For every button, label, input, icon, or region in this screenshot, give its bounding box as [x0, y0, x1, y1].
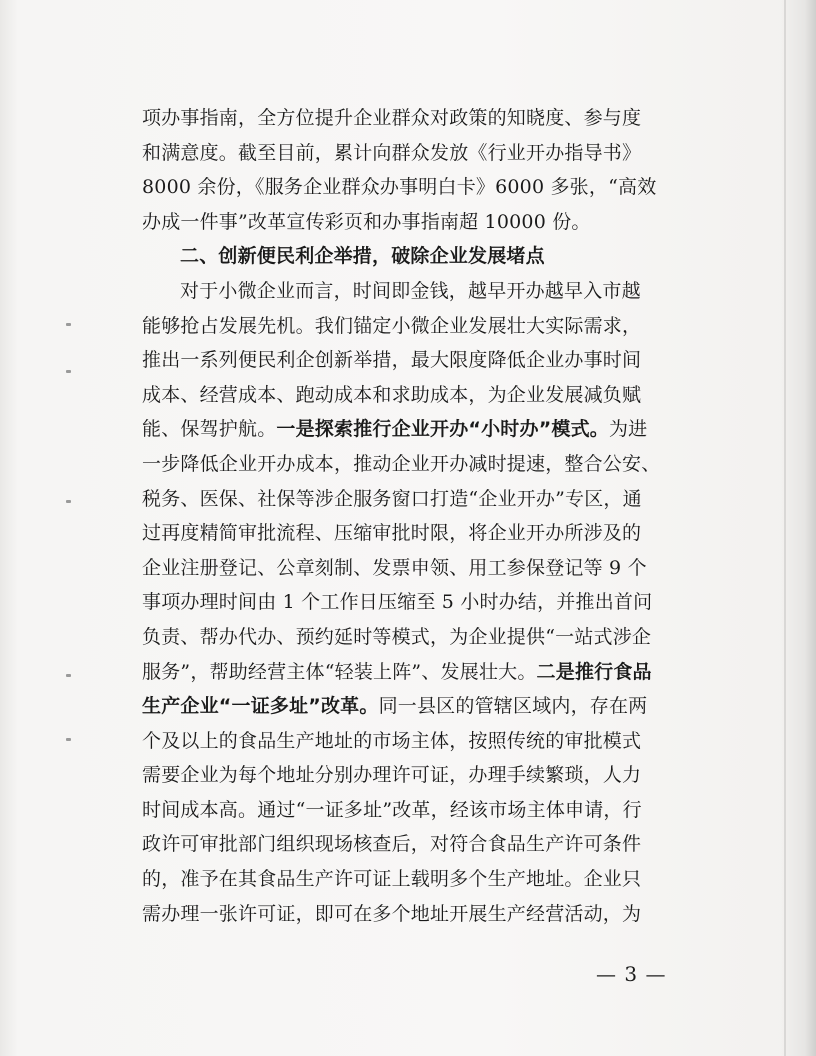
body-line: [142, 274, 668, 309]
body-line: [142, 412, 668, 447]
line-text: 税务、医保、社保等涉企服务窗口打造“企业开办”专区，通: [142, 487, 642, 510]
line-text: 过再度精简审批流程、压缩审批时限，将企业开办所涉及的: [142, 522, 642, 545]
body-line: [142, 655, 668, 690]
line-text: 事项办理时间由 1 个工作日压缩至 5 小时办结，并推出首问: [142, 591, 653, 614]
page-fold-line: [784, 0, 786, 1056]
bold-text: 生产企业“一证多址”改革。: [142, 695, 379, 718]
line-text: 时间成本高。通过“一证多址”改革，经该市场主体申请，行: [142, 798, 642, 821]
bold-text: 二是推行食品: [536, 660, 652, 683]
body-line: [142, 101, 668, 136]
line-text: 负责、帮办代办、预约延时等模式，为企业提供“一站式涉企: [142, 625, 652, 648]
line-text: 政许可审批部门组织现场核查后，对符合食品生产许可条件: [142, 833, 642, 856]
margin-dot: [66, 370, 71, 373]
line-text: 对于小微企业而言，时间即金钱，越早开办越早入市越: [180, 279, 641, 302]
margin-dot: [66, 323, 71, 326]
line-text: 为进: [608, 418, 648, 441]
line-text: 能、保驾护航。: [142, 418, 277, 441]
body-line: [142, 309, 668, 344]
line-text: 和满意度。截至目前，累计向群众发放《行业开办指导书》: [142, 141, 642, 164]
body-line: [142, 897, 668, 932]
margin-dot: [66, 674, 71, 677]
line-text: 成本、经营成本、跑动成本和求助成本，为企业发展减负赋: [142, 383, 642, 406]
line-text: 能够抢占发展先机。我们锚定小微企业发展壮大实际需求，: [142, 314, 642, 337]
body-line: [142, 827, 668, 862]
body-line: [142, 620, 668, 655]
line-text: 个及以上的食品生产地址的市场主体，按照传统的审批模式: [142, 729, 642, 752]
body-line: [142, 516, 668, 551]
line-text: 二、创新便民利企举措，破除企业发展堵点: [180, 245, 545, 268]
line-text: 的，准予在其食品生产许可证上载明多个生产地址。企业只: [142, 868, 642, 891]
body-line: [142, 551, 668, 586]
body-text: [142, 101, 668, 931]
margin-dot: [66, 500, 71, 503]
line-text: 项办事指南，全方位提升企业群众对政策的知晓度、参与度: [142, 107, 642, 129]
line-text: 企业注册登记、公章刻制、发票申领、用工参保登记等 9 个: [142, 556, 647, 579]
line-text: 服务”，帮助经营主体“轻装上阵”、发展壮大。: [142, 660, 537, 683]
body-line: [142, 758, 668, 793]
line-text: 需要企业为每个地址分别办理许可证，办理手续繁琐，人力: [142, 764, 642, 787]
body-line: [142, 170, 668, 205]
line-text: 需办理一张许可证，即可在多个地址开展生产经营活动，为: [142, 902, 642, 925]
body-line: [142, 585, 668, 620]
bold-text: 一是探索推行企业开办“小时办”模式。: [276, 418, 609, 441]
line-text: 同一县区的管辖区域内，存在两: [378, 695, 648, 718]
body-line: [142, 482, 668, 517]
body-line: [142, 136, 668, 171]
line-text: 办成一件事”改革宣传彩页和办事指南超 10000 份。: [142, 210, 591, 233]
body-line: [142, 793, 668, 828]
body-line: [142, 205, 668, 240]
margin-dot: [66, 738, 71, 741]
body-line: [142, 689, 668, 724]
body-line: [142, 343, 668, 378]
line-text: 一步降低企业开办成本，推动企业开办减时提速，整合公安、: [142, 452, 661, 475]
section-heading: [142, 239, 668, 274]
body-line: [142, 447, 668, 482]
line-text: 推出一系列便民利企创新举措，最大限度降低企业办事时间: [142, 349, 642, 372]
page-number: — 3 —: [596, 962, 667, 986]
body-line: [142, 724, 668, 759]
line-text: 8000 余份，《服务企业群众办事明白卡》6000 多张，“高效: [142, 176, 657, 199]
body-line: [142, 378, 668, 413]
body-line: [142, 862, 668, 897]
